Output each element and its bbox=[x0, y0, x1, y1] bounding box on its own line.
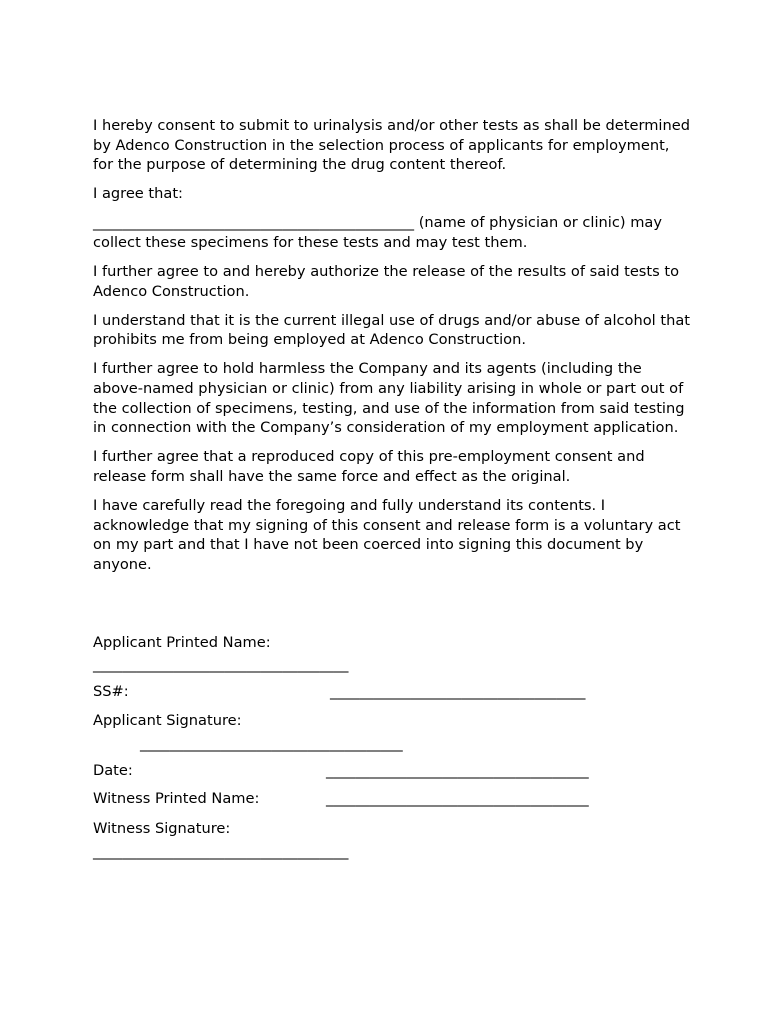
witness-printed-name-line: ____________________________________ bbox=[326, 790, 589, 807]
paragraph-release-results: I further agree to and hereby authorize the release of the results of said tests to Adenco Construction. bbox=[93, 263, 680, 300]
consent-body bbox=[93, 116, 693, 584]
witness-signature-line: ___________________________________ bbox=[93, 843, 349, 860]
paragraph-physician bbox=[93, 213, 693, 252]
physician-text: (name of physician or clinic) may collect these specimens for these tests and may test them. bbox=[93, 214, 662, 251]
paragraph-agree-that: I agree that: bbox=[93, 185, 183, 203]
date-line: ____________________________________ bbox=[326, 762, 589, 779]
applicant-signature-label: Applicant Signature: bbox=[93, 712, 242, 729]
physician-name-blank: ____________________________________________ bbox=[93, 214, 415, 232]
applicant-signature-line: ____________________________________ bbox=[140, 735, 403, 752]
paragraph-reproduced-copy: I further agree that a reproduced copy of this pre-employment consent and release form shall have the same force and effect as the original. bbox=[93, 448, 645, 485]
paragraph-drug-use: I understand that it is the current illegal use of drugs and/or abuse of alcohol that prohibits me from being employed at Adenco Construction. bbox=[93, 311, 690, 349]
paragraph-consent: I hereby consent to submit to urinalysis and/or other tests as shall be determined by Adenco Construction in the selection process of applicants for employment, for the purpose of determining the drug content thereof. bbox=[93, 117, 690, 174]
witness-signature-label: Witness Signature: bbox=[93, 820, 231, 837]
applicant-printed-name-line: ___________________________________ bbox=[93, 656, 349, 673]
ss-line: ___________________________________ bbox=[330, 683, 586, 700]
ss-label: SS#: bbox=[93, 683, 129, 700]
paragraph-hold-harmless: I further agree to hold harmless the Company and its agents (including the above-named physician or clinic) from any liability arising in whole or part out of the collection of specimens, testing, and use of the information from said testing in connection with the Company’s consideration of my employment application. bbox=[93, 360, 685, 437]
applicant-printed-name-label: Applicant Printed Name: bbox=[93, 634, 271, 651]
witness-printed-name-label: Witness Printed Name: bbox=[93, 790, 260, 807]
date-label: Date: bbox=[93, 762, 133, 779]
paragraph-acknowledgement: I have carefully read the foregoing and fully understand its contents. I acknowledge that my signing of this consent and release form is a voluntary act on my part and that I have not been coerced into signing this document by anyone. bbox=[93, 497, 681, 573]
